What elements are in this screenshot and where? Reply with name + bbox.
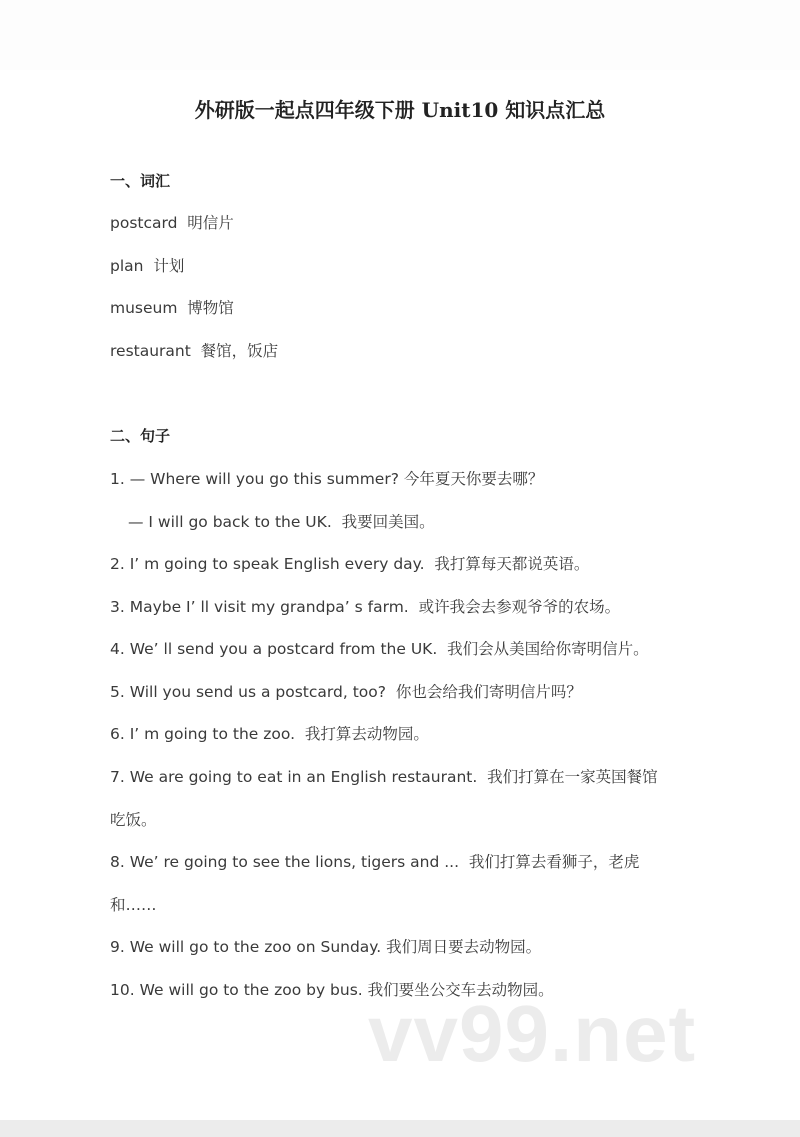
page-top-margin — [0, 0, 800, 70]
sentence-line: 9. We will go to the zoo on Sunday. 我们周日要去动物园。 — [110, 938, 542, 956]
sentence-line: 8. We’ re going to see the lions, tigers and ... 我们打算去看狮子，老虎 — [110, 853, 640, 871]
sentence-line: 10. We will go to the zoo by bus. 我们要坐公交车去动物园。 — [110, 981, 554, 999]
sentence-line: 吃饭。 — [110, 811, 157, 829]
section-heading-vocabulary: 一、词汇 — [110, 172, 171, 190]
sentence-line: 5. Will you send us a postcard, too? 你也会给我们寄明信片吗？ — [110, 683, 582, 701]
sentence-line: 2. I’ m going to speak English every day. 我打算每天都说英语。 — [110, 555, 590, 573]
vocab-item: plan 计划 — [110, 257, 185, 275]
page-bottom-edge — [0, 1120, 800, 1137]
sentence-line: 4. We’ ll send you a postcard from the UK. 我们会从美国给你寄明信片。 — [110, 640, 649, 658]
vocab-item: museum 博物馆 — [110, 299, 234, 317]
vocab-item: postcard 明信片 — [110, 214, 234, 232]
section-heading-sentences: 二、句子 — [110, 427, 171, 445]
sentence-line: 6. I’ m going to the zoo. 我打算去动物园。 — [110, 725, 429, 743]
sentence-line: 1. — Where will you go this summer? 今年夏天你要去哪？ — [110, 470, 544, 488]
sentence-line: 和…… — [110, 896, 157, 914]
sentence-line: — I will go back to the UK. 我要回美国。 — [128, 513, 435, 531]
sentence-line: 3. Maybe I’ ll visit my grandpa’ s farm. 或许我会去参观爷爷的农场。 — [110, 598, 621, 616]
vocab-item: restaurant 餐馆，饭店 — [110, 342, 279, 360]
page-title: 外研版一起点四年级下册 Unit10 知识点汇总 — [194, 98, 606, 122]
watermark: vv99.net — [368, 989, 697, 1078]
sentence-line: 7. We are going to eat in an English restaurant. 我们打算在一家英国餐馆 — [110, 768, 658, 786]
